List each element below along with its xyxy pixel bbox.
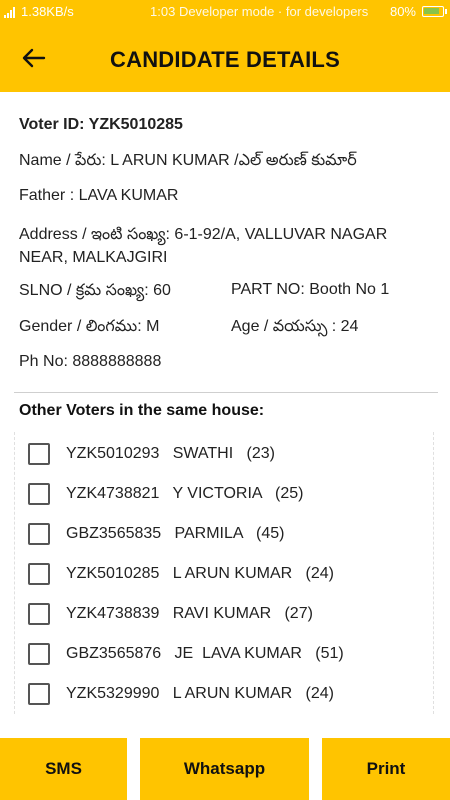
status-bar-right: [390, 4, 444, 19]
list-item[interactable]: [15, 474, 435, 514]
voter-entry: YZK5329990 L ARUN KUMAR (24): [66, 685, 334, 702]
voter-entry: YZK4738821 Y VICTORIA (25): [66, 485, 304, 502]
status-bar: [0, 0, 450, 24]
address: Address / ఇంటి సంఖ్య: 6-1-92/A, VALLUVAR NAGAR NEAR, MALKAJGIRI: [19, 226, 388, 266]
network-speed: 1.38KB/s: [21, 4, 74, 19]
list-item[interactable]: [15, 674, 435, 714]
list-item[interactable]: [15, 554, 435, 594]
whatsapp-button[interactable]: Whatsapp: [140, 738, 309, 800]
signal-icon: [4, 6, 15, 18]
list-item[interactable]: [15, 634, 435, 674]
voter-entry: YZK5010293 SWATHI (23): [66, 445, 275, 462]
status-notification: [150, 4, 368, 19]
checkbox[interactable]: [28, 603, 50, 625]
voter-entry: YZK5010285 L ARUN KUMAR (24): [66, 565, 334, 582]
list-item[interactable]: [15, 514, 435, 554]
age: Age / వయస్సు : 24: [231, 318, 359, 335]
voter-entry: GBZ3565876 JE LAVA KUMAR (51): [66, 645, 344, 662]
candidate-name: Name / పేరు: L ARUN KUMAR /ఎల్ అరుణ్ కుమార్: [19, 152, 357, 169]
checkbox[interactable]: [28, 563, 50, 585]
gender: Gender / లింగము: M: [19, 318, 160, 335]
voter-entry: GBZ3565835 PARMILA (45): [66, 525, 285, 542]
serial-number: SLNO / క్రమ సంఖ్య: 60: [19, 282, 171, 299]
part-number: PART NO: Booth No 1: [231, 281, 390, 298]
voter-id: Voter ID: YZK5010285: [19, 116, 183, 133]
checkbox[interactable]: [28, 443, 50, 465]
list-item[interactable]: [15, 594, 435, 634]
status-bar-left: [4, 4, 74, 19]
checkbox[interactable]: [28, 483, 50, 505]
app-bar: [0, 24, 450, 92]
voter-entry: YZK4738839 RAVI KUMAR (27): [66, 605, 313, 622]
notification-text: Developer mode · for developers: [178, 4, 369, 19]
checkbox[interactable]: [28, 523, 50, 545]
father-name: Father : LAVA KUMAR: [19, 187, 179, 204]
sms-button[interactable]: SMS: [0, 738, 127, 800]
divider: [14, 392, 438, 393]
battery-percent: 80%: [389, 4, 416, 19]
status-time: 1:03: [150, 4, 176, 19]
page-title: CANDIDATE DETAILS: [110, 47, 340, 72]
phone-number: Ph No: 8888888888: [19, 353, 162, 370]
other-voters-title: Other Voters in the same house:: [19, 402, 265, 419]
battery-icon: [422, 6, 444, 17]
other-voters-list: [14, 432, 434, 714]
checkbox[interactable]: [28, 683, 50, 705]
print-button[interactable]: Print: [322, 738, 450, 800]
list-item[interactable]: [15, 434, 435, 474]
checkbox[interactable]: [28, 643, 50, 665]
